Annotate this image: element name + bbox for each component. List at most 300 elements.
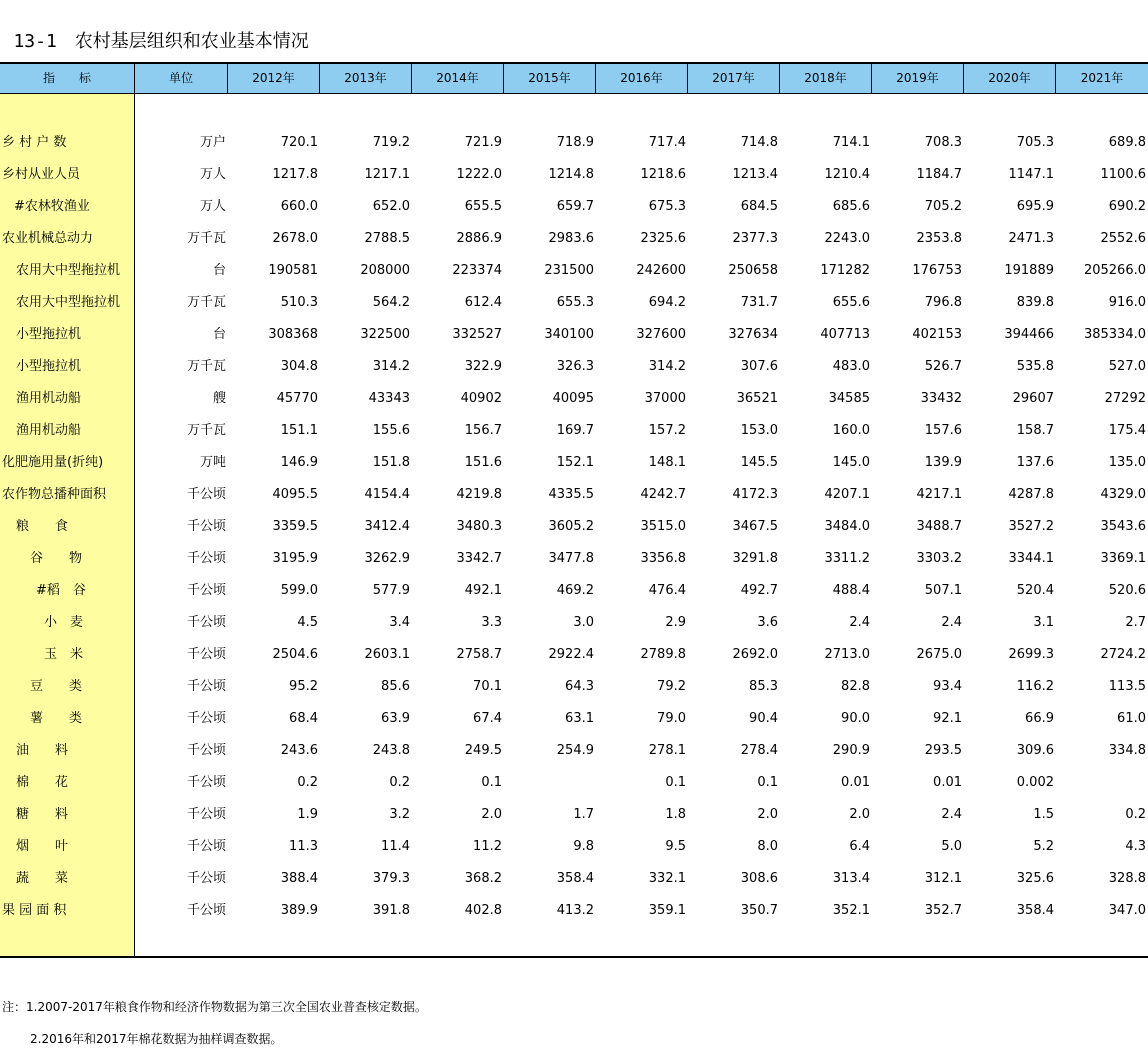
table-cell: 169.7 (556, 423, 594, 438)
header-indicator: 指 标 (0, 64, 135, 93)
table-cell: 689.8 (1108, 135, 1146, 150)
table-cell: 36521 (736, 391, 778, 406)
table-cell: 659.7 (556, 199, 594, 214)
table-cell: 1184.7 (916, 167, 962, 182)
table-cell: 63.9 (381, 711, 410, 726)
table-cell: 304.8 (280, 359, 318, 374)
table-cell: 4207.1 (824, 487, 870, 502)
table-cell: 327600 (636, 327, 686, 342)
table-cell: 3356.8 (640, 551, 686, 566)
table-cell: 293.5 (924, 743, 962, 758)
row-unit: 万千瓦 (186, 295, 226, 310)
table-cell: 0.2 (297, 775, 318, 790)
row-label: 渔用机动船 (16, 391, 82, 406)
row-label: 乡村从业人员 (2, 167, 81, 182)
table-cell: 148.1 (648, 455, 686, 470)
table-cell: 190581 (268, 263, 318, 278)
table-cell: 350.7 (740, 903, 778, 918)
table-cell: 325.6 (1016, 871, 1054, 886)
row-unit: 艘 (212, 391, 226, 406)
table-cell: 1147.1 (1008, 167, 1054, 182)
table-cell: 231500 (544, 263, 594, 278)
table-cell: 708.3 (924, 135, 962, 150)
table-cell: 250658 (728, 263, 778, 278)
table-cell: 309.6 (1016, 743, 1054, 758)
table-cell: 0.2 (1125, 807, 1146, 822)
table-cell: 3342.7 (456, 551, 502, 566)
table-cell: 29607 (1012, 391, 1054, 406)
table-cell: 2713.0 (824, 647, 870, 662)
table-cell: 151.8 (372, 455, 410, 470)
table-cell: 135.0 (1108, 455, 1146, 470)
table-cell: 116.2 (1016, 679, 1054, 694)
table-cell: 2603.1 (364, 647, 410, 662)
table-row (0, 127, 1148, 159)
table-cell: 388.4 (280, 871, 318, 886)
table-cell: 916.0 (1108, 295, 1146, 310)
table-cell: 358.4 (556, 871, 594, 886)
row-label: 渔用机动船 (16, 423, 82, 438)
table-row (0, 703, 1148, 735)
table-cell: 61.0 (1117, 711, 1146, 726)
table-row (0, 287, 1148, 319)
table-cell: 347.0 (1108, 903, 1146, 918)
row-label: 小型拖拉机 (16, 359, 82, 374)
table-cell: 3195.9 (272, 551, 318, 566)
table-row (0, 223, 1148, 255)
table-cell: 67.4 (473, 711, 502, 726)
table-row (0, 383, 1148, 415)
table-cell: 171282 (820, 263, 870, 278)
table-row (0, 831, 1148, 863)
table-cell: 313.4 (832, 871, 870, 886)
table-cell: 334.8 (1108, 743, 1146, 758)
table-cell: 3488.7 (916, 519, 962, 534)
table-cell: 3605.2 (548, 519, 594, 534)
row-unit: 千公顷 (186, 743, 226, 758)
row-label: 薯 类 (30, 711, 83, 726)
row-label: #稻 谷 (36, 583, 86, 598)
table-cell: 527.0 (1108, 359, 1146, 374)
table-cell: 79.2 (657, 679, 686, 694)
row-unit: 千公顷 (186, 519, 226, 534)
table-cell: 3412.4 (364, 519, 410, 534)
table-cell: 249.5 (464, 743, 502, 758)
table-cell: 389.9 (280, 903, 318, 918)
table-cell: 243.8 (372, 743, 410, 758)
table-cell: 4242.7 (640, 487, 686, 502)
table-cell: 2.0 (849, 807, 870, 822)
table-cell: 4287.8 (1008, 487, 1054, 502)
table-cell: 290.9 (832, 743, 870, 758)
table-cell: 1.8 (665, 807, 686, 822)
table-cell: 3527.2 (1008, 519, 1054, 534)
row-label: 粮 食 (16, 519, 69, 534)
table-cell: 1210.4 (824, 167, 870, 182)
table-cell: 308.6 (740, 871, 778, 886)
table-cell: 175.4 (1108, 423, 1146, 438)
table-row (0, 351, 1148, 383)
table-cell: 242600 (636, 263, 686, 278)
row-label: 小 麦 (44, 615, 84, 630)
table-cell: 705.2 (924, 199, 962, 214)
table-cell: 0.1 (481, 775, 502, 790)
table-header (0, 64, 1148, 94)
table-cell: 731.7 (740, 295, 778, 310)
row-label: 豆 类 (30, 679, 83, 694)
table-cell: 492.7 (740, 583, 778, 598)
table-cell: 0.2 (389, 775, 410, 790)
table-cell: 308368 (268, 327, 318, 342)
table-cell: 796.8 (924, 295, 962, 310)
table-row (0, 767, 1148, 799)
table-cell: 520.4 (1016, 583, 1054, 598)
table-cell: 5.0 (941, 839, 962, 854)
header-year: 2013年 (320, 64, 412, 93)
table-cell: 2758.7 (456, 647, 502, 662)
table-cell: 70.1 (473, 679, 502, 694)
table-cell: 394466 (1004, 327, 1054, 342)
table-cell: 577.9 (372, 583, 410, 598)
table-row (0, 479, 1148, 511)
table-cell: 326.3 (556, 359, 594, 374)
table-cell: 3515.0 (640, 519, 686, 534)
table-row (0, 895, 1148, 927)
table-cell: 223374 (452, 263, 502, 278)
table-cell: 655.5 (464, 199, 502, 214)
table-cell: 3467.5 (732, 519, 778, 534)
table-cell: 4.5 (297, 615, 318, 630)
table-cell: 655.6 (832, 295, 870, 310)
row-label: 油 料 (16, 743, 69, 758)
table-cell: 1.9 (297, 807, 318, 822)
table-cell: 391.8 (372, 903, 410, 918)
table-cell: 2788.5 (364, 231, 410, 246)
table-cell: 2.0 (481, 807, 502, 822)
table-row (0, 863, 1148, 895)
row-unit: 千公顷 (186, 839, 226, 854)
table-cell: 1217.1 (364, 167, 410, 182)
table-cell: 3344.1 (1008, 551, 1054, 566)
table-cell: 2504.6 (272, 647, 318, 662)
table-cell: 358.4 (1016, 903, 1054, 918)
row-unit: 千公顷 (186, 647, 226, 662)
table-cell: 3291.8 (732, 551, 778, 566)
table-cell: 5.2 (1033, 839, 1054, 854)
table-row (0, 319, 1148, 351)
table-cell: 85.3 (749, 679, 778, 694)
table-row (0, 735, 1148, 767)
header-year: 2014年 (412, 64, 504, 93)
table-row (0, 159, 1148, 191)
row-label: 果 园 面 积 (2, 903, 67, 918)
row-unit: 千公顷 (186, 807, 226, 822)
table-cell: 11.2 (473, 839, 502, 854)
table-cell: 307.6 (740, 359, 778, 374)
row-label: 谷 物 (30, 551, 83, 566)
table-cell: 1217.8 (272, 167, 318, 182)
table-cell: 510.3 (280, 295, 318, 310)
table-cell: 90.0 (841, 711, 870, 726)
table-cell: 402.8 (464, 903, 502, 918)
table-cell: 157.6 (924, 423, 962, 438)
table-cell: 385334.0 (1083, 327, 1146, 342)
table-cell: 379.3 (372, 871, 410, 886)
table-cell: 3303.2 (916, 551, 962, 566)
table-cell: 139.9 (924, 455, 962, 470)
table-cell: 3359.5 (272, 519, 318, 534)
table-cell: 655.3 (556, 295, 594, 310)
row-unit: 万千瓦 (186, 231, 226, 246)
table-cell: 0.1 (757, 775, 778, 790)
table-cell: 0.01 (841, 775, 870, 790)
table-cell: 660.0 (280, 199, 318, 214)
header-year: 2021年 (1080, 71, 1124, 85)
table-cell: 93.4 (933, 679, 962, 694)
table-cell: 4217.1 (916, 487, 962, 502)
table-cell: 33432 (920, 391, 962, 406)
row-label: 农业机械总动力 (2, 231, 94, 246)
table-cell: 6.4 (849, 839, 870, 854)
header-year: 2016年 (596, 64, 688, 93)
table-cell: 191889 (1004, 263, 1054, 278)
table-cell: 488.4 (832, 583, 870, 598)
table-cell: 2678.0 (272, 231, 318, 246)
table-cell: 3477.8 (548, 551, 594, 566)
table-cell: 721.9 (464, 135, 502, 150)
table-cell: 95.2 (289, 679, 318, 694)
table-cell: 4154.4 (364, 487, 410, 502)
table-cell: 839.8 (1016, 295, 1054, 310)
row-label: 农用大中型拖拉机 (16, 295, 121, 310)
table-cell: 1222.0 (456, 167, 502, 182)
table-cell: 1.5 (1033, 807, 1054, 822)
table-cell: 684.5 (740, 199, 778, 214)
table-cell: 717.4 (648, 135, 686, 150)
table-cell: 327634 (728, 327, 778, 342)
table-cell: 535.8 (1016, 359, 1054, 374)
table-cell: 312.1 (924, 871, 962, 886)
table-cell: 3.6 (757, 615, 778, 630)
table-cell: 2.4 (941, 615, 962, 630)
table-cell: 85.6 (381, 679, 410, 694)
header-year: 2015年 (504, 64, 596, 93)
table-cell: 314.2 (372, 359, 410, 374)
table-cell: 526.7 (924, 359, 962, 374)
table-cell: 652.0 (372, 199, 410, 214)
table-cell: 2.4 (941, 807, 962, 822)
row-unit: 台 (212, 263, 226, 278)
table-cell: 155.6 (372, 423, 410, 438)
table-cell: 1213.4 (732, 167, 778, 182)
table-row (0, 191, 1148, 223)
table-cell: 160.0 (832, 423, 870, 438)
row-unit: 万千瓦 (186, 423, 226, 438)
table-cell: 3.1 (1033, 615, 1054, 630)
table-cell: 205266.0 (1083, 263, 1146, 278)
table-cell: 27292 (1104, 391, 1146, 406)
table-cell: 3484.0 (824, 519, 870, 534)
table-cell: 152.1 (556, 455, 594, 470)
table-cell: 40902 (460, 391, 502, 406)
table-cell: 3.3 (481, 615, 502, 630)
row-unit: 千公顷 (186, 711, 226, 726)
table-cell: 92.1 (933, 711, 962, 726)
row-label: #农林牧渔业 (14, 199, 90, 214)
table-cell: 507.1 (924, 583, 962, 598)
row-unit: 万人 (199, 199, 226, 214)
table-cell: 34585 (828, 391, 870, 406)
row-label: 农用大中型拖拉机 (16, 263, 121, 278)
table-cell: 208000 (360, 263, 410, 278)
table-cell: 278.4 (740, 743, 778, 758)
table-cell: 66.9 (1025, 711, 1054, 726)
table-cell: 145.5 (740, 455, 778, 470)
table-cell: 368.2 (464, 871, 502, 886)
table-cell: 720.1 (280, 135, 318, 150)
table-cell: 82.8 (841, 679, 870, 694)
table-cell: 719.2 (372, 135, 410, 150)
row-unit: 台 (212, 327, 226, 342)
table-cell: 340100 (544, 327, 594, 342)
table-cell: 402153 (912, 327, 962, 342)
table-cell: 4172.3 (732, 487, 778, 502)
row-label: 糖 料 (16, 807, 69, 822)
table-row (0, 607, 1148, 639)
table-cell: 2983.6 (548, 231, 594, 246)
row-unit: 千公顷 (186, 551, 226, 566)
table-cell: 476.4 (648, 583, 686, 598)
row-label: 乡 村 户 数 (2, 135, 67, 150)
bottom-rule (0, 956, 1148, 958)
table-cell: 2724.2 (1100, 647, 1146, 662)
table-cell: 322.9 (464, 359, 502, 374)
table-cell: 153.0 (740, 423, 778, 438)
table-cell: 612.4 (464, 295, 502, 310)
table-row (0, 511, 1148, 543)
table-cell: 3.4 (389, 615, 410, 630)
row-unit: 万人 (199, 167, 226, 182)
table-cell: 714.1 (832, 135, 870, 150)
footnote-1: 注：1.2007-2017年粮食作物和经济作物数据为第三次全国农业普查核定数据。 (2, 1000, 427, 1014)
table-cell: 3311.2 (824, 551, 870, 566)
table-cell: 137.6 (1016, 455, 1054, 470)
table-cell: 483.0 (832, 359, 870, 374)
table-row (0, 575, 1148, 607)
table-cell: 9.5 (665, 839, 686, 854)
table-cell: 599.0 (280, 583, 318, 598)
table-cell: 352.7 (924, 903, 962, 918)
table-cell: 0.002 (1016, 775, 1054, 790)
table-cell: 145.0 (832, 455, 870, 470)
table-number: 13-1 (13, 31, 57, 52)
table-cell: 3262.9 (364, 551, 410, 566)
table-cell: 11.3 (289, 839, 318, 854)
row-label: 玉 米 (44, 647, 84, 662)
table-cell: 0.1 (665, 775, 686, 790)
table-cell: 2789.8 (640, 647, 686, 662)
row-unit: 万户 (199, 135, 226, 150)
header-year: 2019年 (872, 64, 964, 93)
row-unit: 千公顷 (186, 871, 226, 886)
table-cell: 332527 (452, 327, 502, 342)
table-cell: 2377.3 (732, 231, 778, 246)
table-row (0, 543, 1148, 575)
table-cell: 4219.8 (456, 487, 502, 502)
table-cell: 158.7 (1016, 423, 1054, 438)
row-label: 烟 叶 (16, 839, 69, 854)
row-unit: 千公顷 (186, 775, 226, 790)
table-cell: 705.3 (1016, 135, 1054, 150)
table-cell: 4095.5 (272, 487, 318, 502)
header-year: 2020年 (964, 64, 1056, 93)
table-cell: 4335.5 (548, 487, 594, 502)
header-year: 2017年 (688, 64, 780, 93)
table-cell: 2675.0 (916, 647, 962, 662)
table-cell: 2922.4 (548, 647, 594, 662)
table-cell: 359.1 (648, 903, 686, 918)
table-cell (506, 767, 594, 799)
table-cell: 469.2 (556, 583, 594, 598)
table-cell: 278.1 (648, 743, 686, 758)
table-cell: 45770 (276, 391, 318, 406)
row-label: 蔬 菜 (16, 871, 69, 886)
table-cell: 1100.6 (1100, 167, 1146, 182)
table-cell: 675.3 (648, 199, 686, 214)
table-cell: 1214.8 (548, 167, 594, 182)
row-label: 小型拖拉机 (16, 327, 82, 342)
table-cell: 4.3 (1125, 839, 1146, 854)
table-cell: 520.6 (1108, 583, 1146, 598)
header-year: 2012年 (228, 64, 320, 93)
table-title: 农村基层组织和农业基本情况 (74, 31, 309, 52)
table-cell: 3480.3 (456, 519, 502, 534)
row-unit: 万吨 (199, 455, 226, 470)
table-cell: 151.6 (464, 455, 502, 470)
table-cell: 1218.6 (640, 167, 686, 182)
table-cell: 3543.6 (1100, 519, 1146, 534)
table-cell: 2325.6 (640, 231, 686, 246)
table-cell: 332.1 (648, 871, 686, 886)
table-row (0, 799, 1148, 831)
table-cell: 328.8 (1108, 871, 1146, 886)
table-row (0, 671, 1148, 703)
table-row (0, 639, 1148, 671)
table-cell: 176753 (912, 263, 962, 278)
table-cell: 43343 (368, 391, 410, 406)
table-cell: 3369.1 (1100, 551, 1146, 566)
row-unit: 千公顷 (186, 903, 226, 918)
table-cell: 64.3 (565, 679, 594, 694)
table-cell: 254.9 (556, 743, 594, 758)
table-cell: 2699.3 (1008, 647, 1054, 662)
table-cell: 0.01 (933, 775, 962, 790)
table-row (0, 255, 1148, 287)
table-cell: 2353.8 (916, 231, 962, 246)
table-cell: 63.1 (565, 711, 594, 726)
table-cell: 4329.0 (1100, 487, 1146, 502)
table-cell: 685.6 (832, 199, 870, 214)
table-cell: 2.4 (849, 615, 870, 630)
table-cell: 564.2 (372, 295, 410, 310)
table-cell: 243.6 (280, 743, 318, 758)
table-cell: 3.0 (573, 615, 594, 630)
table-cell: 1.7 (573, 807, 594, 822)
table-cell: 79.0 (657, 711, 686, 726)
table-row (0, 415, 1148, 447)
row-unit: 万千瓦 (186, 359, 226, 374)
table-cell: 3.2 (389, 807, 410, 822)
